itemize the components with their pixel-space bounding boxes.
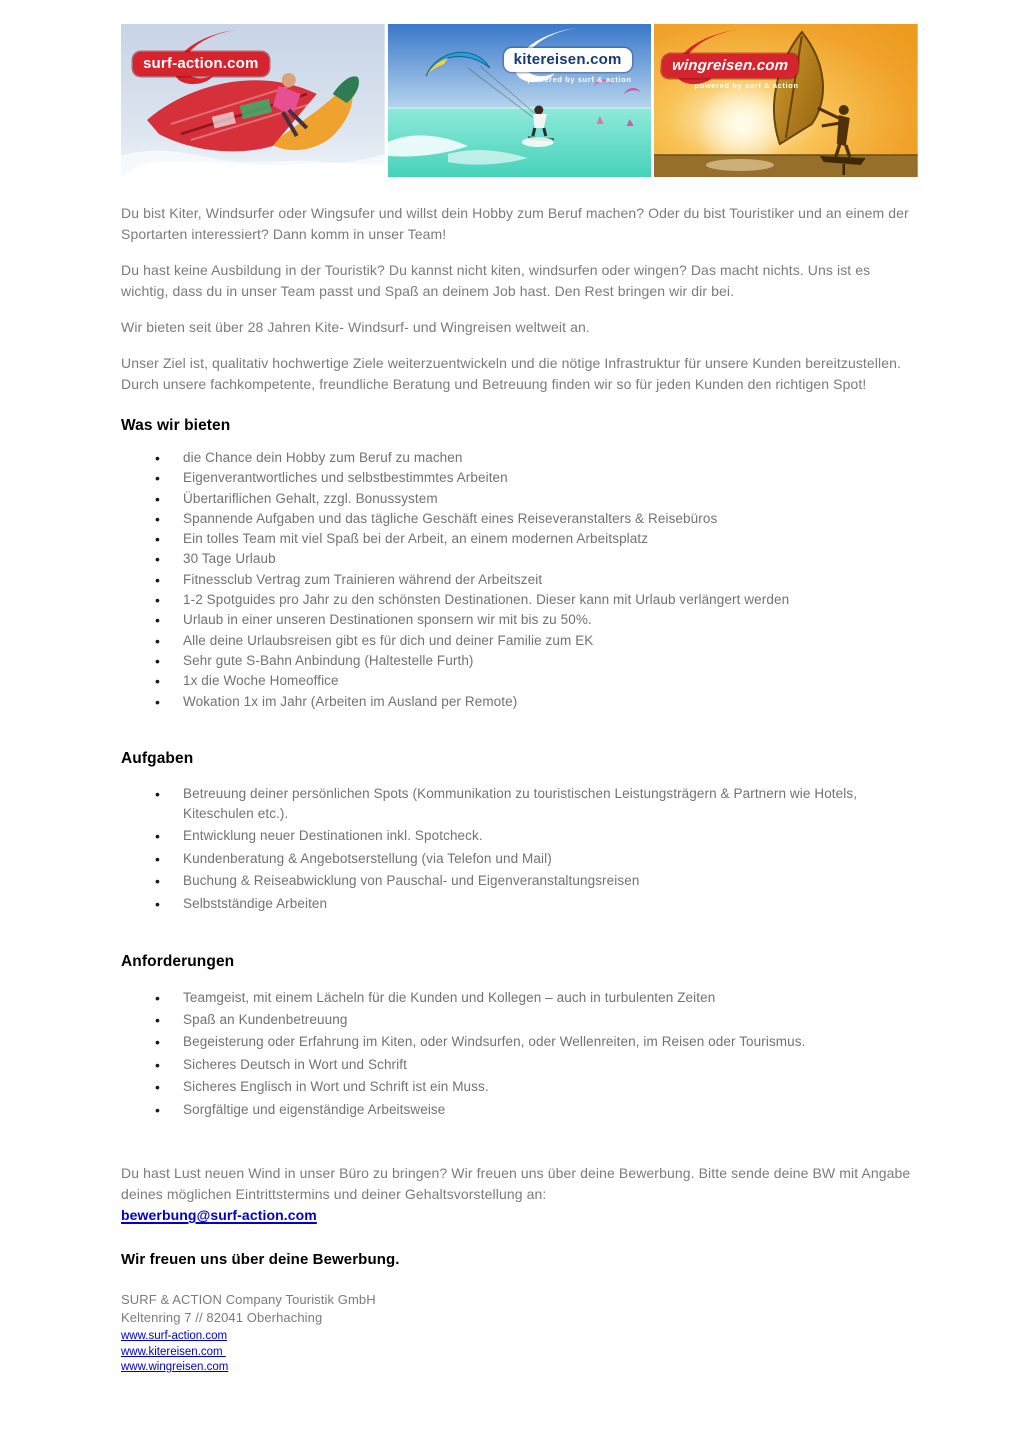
wingreisen-website-link[interactable]: www.wingreisen.com <box>121 1361 229 1374</box>
company-address: Keltenring 7 // 82041 Oberhaching <box>121 1310 323 1326</box>
list-item: • Selbstständige Arbeiten <box>121 894 931 914</box>
banner-image-wingreisen <box>654 24 918 177</box>
section-heading-anforderungen: Anforderungen <box>121 952 235 970</box>
intro-paragraph-2: Du hast keine Ausbildung in der Touristik? Du kannst nicht kiten, windsurfen oder wingen? Das macht nichts. Uns ist es wichtig, dass du in unser Team passt und Spaß an deinem Job hast. Den Rest bringen wir dir bei. <box>121 262 871 299</box>
list-item: • Spaß an Kundenbetreuung <box>121 1010 931 1030</box>
list-item: • Begeisterung oder Erfahrung im Kiten, oder Windsurfen, oder Wellenreiten, im Reisen oder Tourismus. <box>121 1032 931 1052</box>
banner-image-kitereisen <box>388 24 652 177</box>
company-name: SURF & ACTION Company Touristik GmbH <box>121 1292 376 1308</box>
intro-paragraph-1: Du bist Kiter, Windsurfer oder Wingsufer und willst dein Hobby zum Beruf machen? Oder du bist Touristiker und an einem der Sportarten interessiert? Dann komm in unser Team! <box>121 205 909 242</box>
wingreisen-tagline: powered by surf & action <box>694 81 799 90</box>
benefits-list <box>121 448 931 712</box>
list-item: • Sorgfältige und eigenständige Arbeitsweise <box>121 1100 931 1120</box>
wingreisen-logo <box>662 54 798 90</box>
list-item: • Sicheres Deutsch in Wort und Schrift <box>121 1055 931 1075</box>
list-item: • Urlaub in einer unseren Destinationen sponsern wir mit bis zu 50%. <box>121 610 931 630</box>
list-item: • 30 Tage Urlaub <box>121 549 931 569</box>
company-footer <box>121 1291 918 1375</box>
closing-paragraph: Du hast Lust neuen Wind in unser Büro zu bringen? Wir freuen uns über deine Bewerbung. Bitte sende deine BW mit Angabe deines möglichen Eintrittstermins und deiner Gehaltsvorstellung an: <box>121 1165 911 1203</box>
intro-paragraph-4: Unser Ziel ist, qualitativ hochwertige Ziele weiterzuentwickeln und die nötige Infrastruktur für unsere Kunden bereitzustellen. Durch unsere fachkompetente, freundliche Beratung und Betreuung finden wir so für jeden Kunden den richtigen Spot! <box>121 355 901 392</box>
list-item: • Entwicklung neuer Destinationen inkl. Spotcheck. <box>121 826 931 846</box>
list-item: • 1-2 Spotguides pro Jahr zu den schönsten Destinationen. Dieser kann mit Urlaub verlängert werden <box>121 590 931 610</box>
list-item: • Spannende Aufgaben und das tägliche Geschäft eines Reiseveranstalters & Reisebüros <box>121 509 931 529</box>
surf-action-logo <box>133 52 269 76</box>
surf-action-website-link[interactable]: www.surf-action.com <box>121 1330 228 1343</box>
list-item: • Sicheres Englisch in Wort und Schrift ist ein Muss. <box>121 1077 931 1097</box>
section-heading-aufgaben: Aufgaben <box>121 749 194 767</box>
list-item: • Buchung & Reiseabwicklung von Pauschal- und Eigenveranstaltungsreisen <box>121 871 931 891</box>
list-item: • Übertariflichen Gehalt, zzgl. Bonussystem <box>121 489 931 509</box>
list-item: • die Chance dein Hobby zum Beruf zu machen <box>121 448 931 468</box>
list-item: • Alle deine Urlaubsreisen gibt es für dich und deiner Familie zum EK <box>121 631 931 651</box>
tasks-list <box>121 784 931 915</box>
list-item: • Ein tolles Team mit viel Spaß bei der Arbeit, an einem modernen Arbeitsplatz <box>121 529 931 549</box>
list-item: • Sehr gute S-Bahn Anbindung (Haltestelle Furth) <box>121 651 931 671</box>
signoff-line: Wir freuen uns über deine Bewerbung. <box>121 1251 400 1269</box>
requirements-list <box>121 988 931 1121</box>
application-email-link[interactable]: bewerbung@surf-action.com <box>121 1207 317 1224</box>
kitereisen-website-link[interactable]: www.kitereisen.com <box>121 1345 226 1358</box>
list-item: • Wokation 1x im Jahr (Arbeiten im Ausland per Remote) <box>121 692 931 712</box>
list-item: • Betreuung deiner persönlichen Spots (Kommunikation zu touristischen Leistungsträgern & Partnern wie Hotels, Kiteschulen etc.). <box>121 784 931 825</box>
wingreisen-logo-text: wingreisen.com <box>662 54 800 78</box>
header-banner <box>121 24 918 177</box>
kitereisen-tagline: powered by surf & action <box>527 75 632 84</box>
section-heading-was-wir-bieten: Was wir bieten <box>121 417 231 434</box>
list-item: • Teamgeist, mit einem Lächeln für die Kunden und Kollegen – auch in turbulenten Zeiten <box>121 988 931 1008</box>
list-item: • Fitnessclub Vertrag zum Trainieren während der Arbeitszeit <box>121 570 931 590</box>
banner-image-surf-action <box>121 24 385 177</box>
list-item: • 1x die Woche Homeoffice <box>121 671 931 691</box>
kitereisen-logo <box>504 48 632 84</box>
list-item: • Kundenberatung & Angebotserstellung (via Telefon und Mail) <box>121 849 931 869</box>
surf-action-logo-text: surf-action.com <box>133 52 269 76</box>
list-item: • Eigenverantwortliches und selbstbestimmtes Arbeiten <box>121 468 931 488</box>
footer-links <box>121 1329 918 1375</box>
kitereisen-logo-text: kitereisen.com <box>504 48 632 72</box>
intro-paragraph-3: Wir bieten seit über 28 Jahren Kite- Windsurf- und Wingreisen weltweit an. <box>121 319 590 335</box>
